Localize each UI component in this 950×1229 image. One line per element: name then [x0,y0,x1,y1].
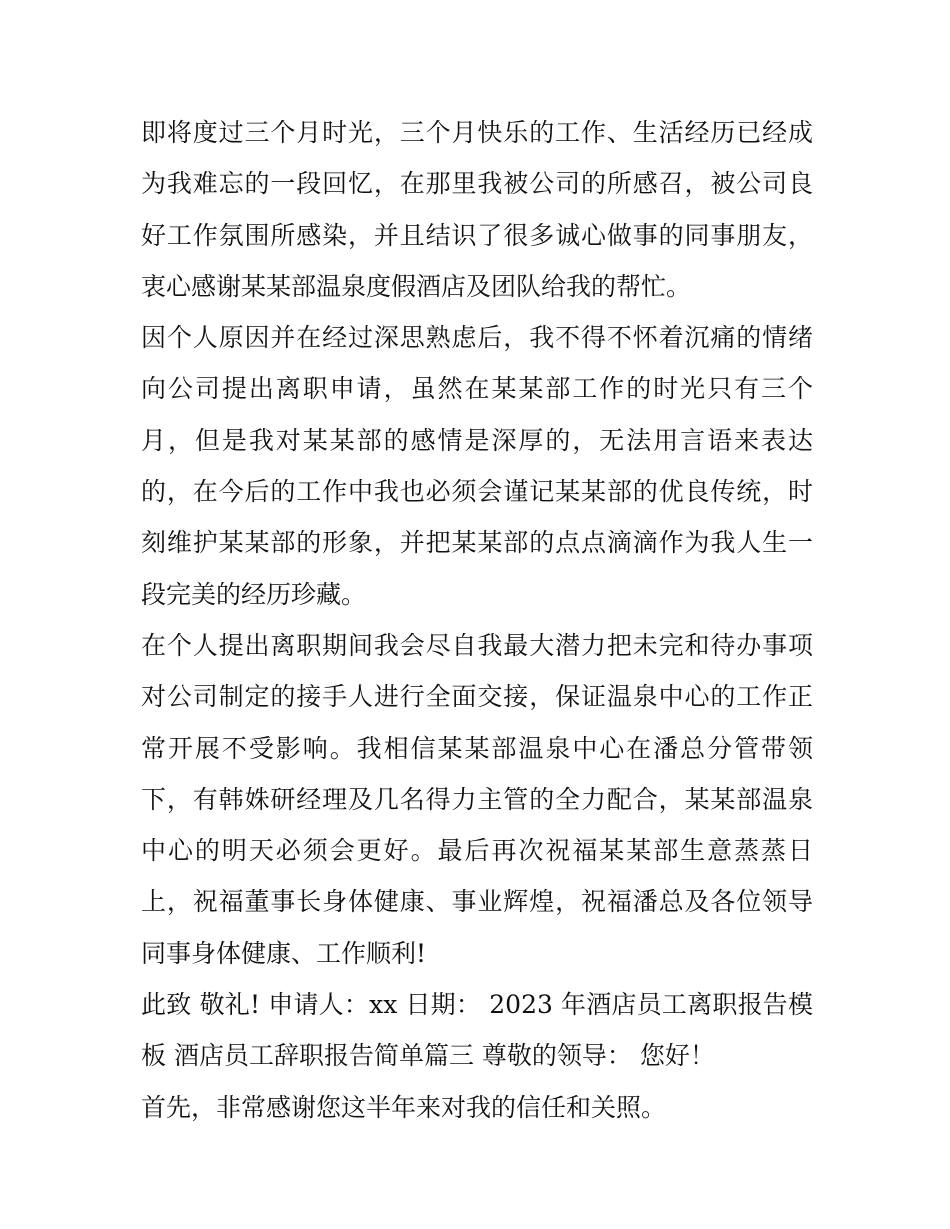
paragraph-thanks: 首先，非常感谢您这半年来对我的信任和关照。 [141,1092,667,1122]
paragraph-gratitude: 即将度过三个月时光，三个月快乐的工作、生活经历已经成为我难忘的一段回忆，在那里我被公司的所感召，被公司良好工作氛围所感染，并且结识了很多诚心做事的同事朋友，衷心感谢某某部温泉度假酒店及团队给我的帮忙。 [141,118,813,301]
document-body [141,107,813,1133]
paragraph-resignation-reason: 因个人原因并在经过深思熟虑后，我不得不怀着沉痛的情绪向公司提出离职申请，虽然在某某部工作的时光只有三个月，但是我对某某部的感情是深厚的，无法用言语来表达的，在今后的工作中我也必须会谨记某某部的优良传统，时刻维护某某部的形象，并把某某部的点点滴滴作为我人生一段完美的经历珍藏。 [141,323,813,609]
paragraph-closing: 此致 敬礼! 申请人：xx 日期： 2023 年酒店员工离职报告模板 酒店员工辞职报告简单篇三 尊敬的领导： 您好！ [141,990,813,1071]
paragraph-handover: 在个人提出离职期间我会尽自我最大潜力把未完和待办事项对公司制定的接手人进行全面交接，保证温泉中心的工作正常开展不受影响。我相信某某部温泉中心在潘总分管带领下，有韩姝研经理及几名得力主管的全力配合，某某部温泉中心的明天必须会更好。最后再次祝福某某部生意蒸蒸日上，祝福董事长身体健康、事业辉煌，祝福潘总及各位领导同事身体健康、工作顺利! [141,630,813,968]
